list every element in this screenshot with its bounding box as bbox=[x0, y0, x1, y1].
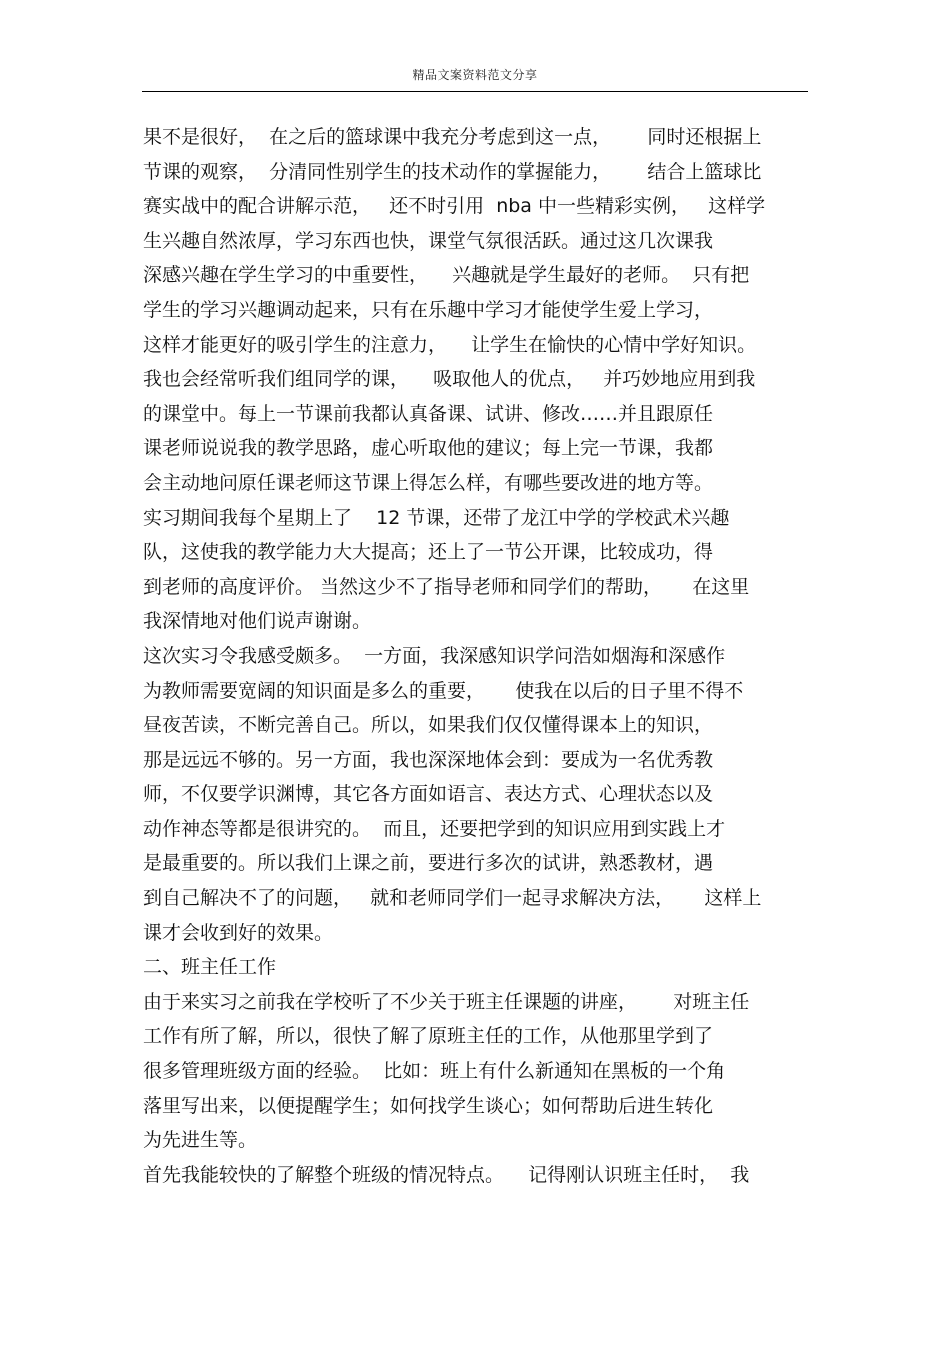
text-line: 很多管理班级方面的经验。 比如：班上有什么新通知在黑板的一个角 bbox=[143, 1060, 726, 1083]
document-body bbox=[143, 120, 823, 1192]
text-line: 学生的学习兴趣调动起来，只有在乐趣中学习才能使学生爱上学习， bbox=[143, 298, 714, 321]
section-heading: 二、班主任工作 bbox=[143, 956, 277, 979]
text-line: 这样才能更好的吸引学生的注意力， 让学生在愉快的心情中学好知识。 bbox=[143, 333, 757, 356]
page-header: 精品文案资料范文分享 bbox=[412, 68, 538, 82]
text-line: 首先我能较快的了解整个班级的情况特点。 记得刚认识班主任时， 我 bbox=[143, 1163, 750, 1186]
text-line: 的课堂中。每上一节课前我都认真备课、试讲、修改……并且跟原任 bbox=[143, 402, 714, 425]
text-line: 到老师的高度评价。 当然这少不了指导老师和同学们的帮助， 在这里 bbox=[143, 575, 750, 598]
text-line: 实习期间我每个星期上了 12 节课，还带了龙江中学的学校武术兴趣 bbox=[143, 506, 730, 529]
text-line: 节课的观察， 分清同性别学生的技术动作的掌握能力， 结合上篮球比 bbox=[143, 160, 762, 183]
text-line: 工作有所了解，所以，很快了解了原班主任的工作，从他那里学到了 bbox=[143, 1025, 714, 1048]
header-divider bbox=[142, 91, 808, 92]
text-line: 为教师需要宽阔的知识面是多么的重要， 使我在以后的日子里不得不 bbox=[143, 679, 744, 702]
text-line: 昼夜苦读，不断完善自己。所以，如果我们仅仅懂得课本上的知识， bbox=[143, 714, 714, 737]
text-line: 赛实战中的配合讲解示范， 还不时引用 nba 中一些精彩实例， 这样学 bbox=[143, 195, 766, 218]
text-line: 是最重要的。所以我们上课之前，要进行多次的试讲，熟悉教材，遇 bbox=[143, 852, 714, 875]
text-line: 由于来实习之前我在学校听了不少关于班主任课题的讲座， 对班主任 bbox=[143, 990, 750, 1013]
text-line: 课才会收到好的效果。 bbox=[143, 921, 334, 944]
text-line: 为先进生等。 bbox=[143, 1129, 258, 1152]
text-line: 课老师说说我的教学思路，虚心听取他的建议；每上完一节课，我都 bbox=[143, 437, 714, 460]
text-line: 我也会经常听我们组同学的课， 吸取他人的优点， 并巧妙地应用到我 bbox=[143, 368, 756, 391]
text-line: 果不是很好， 在之后的篮球课中我充分考虑到这一点， 同时还根据上 bbox=[143, 126, 762, 148]
text-line: 那是远远不够的。另一方面，我也深深地体会到：要成为一名优秀教 bbox=[143, 748, 714, 771]
text-line: 动作神态等都是很讲究的。 而且，还要把学到的知识应用到实践上才 bbox=[143, 817, 726, 840]
text-line: 这次实习令我感受颇多。 一方面，我深感知识学问浩如烟海和深感作 bbox=[143, 644, 726, 667]
text-line: 队，这使我的教学能力大大提高；还上了一节公开课，比较成功，得 bbox=[143, 541, 714, 564]
text-line: 落里写出来，以便提醒学生；如何找学生谈心；如何帮助后进生转化 bbox=[143, 1094, 714, 1117]
text-line: 生兴趣自然浓厚，学习东西也快，课堂气氛很活跃。通过这几次课我 bbox=[143, 229, 714, 252]
text-line: 会主动地问原任课老师这节课上得怎么样，有哪些要改进的地方等。 bbox=[143, 471, 714, 494]
text-line: 深感兴趣在学生学习的中重要性， 兴趣就是学生最好的老师。 只有把 bbox=[143, 264, 750, 287]
text-line: 我深情地对他们说声谢谢。 bbox=[143, 610, 372, 633]
text-line: 到自己解决不了的问题， 就和老师同学们一起寻求解决方法， 这样上 bbox=[143, 887, 762, 910]
text-line: 师，不仅要学识渊博，其它各方面如语言、表达方式、心理状态以及 bbox=[143, 783, 714, 806]
